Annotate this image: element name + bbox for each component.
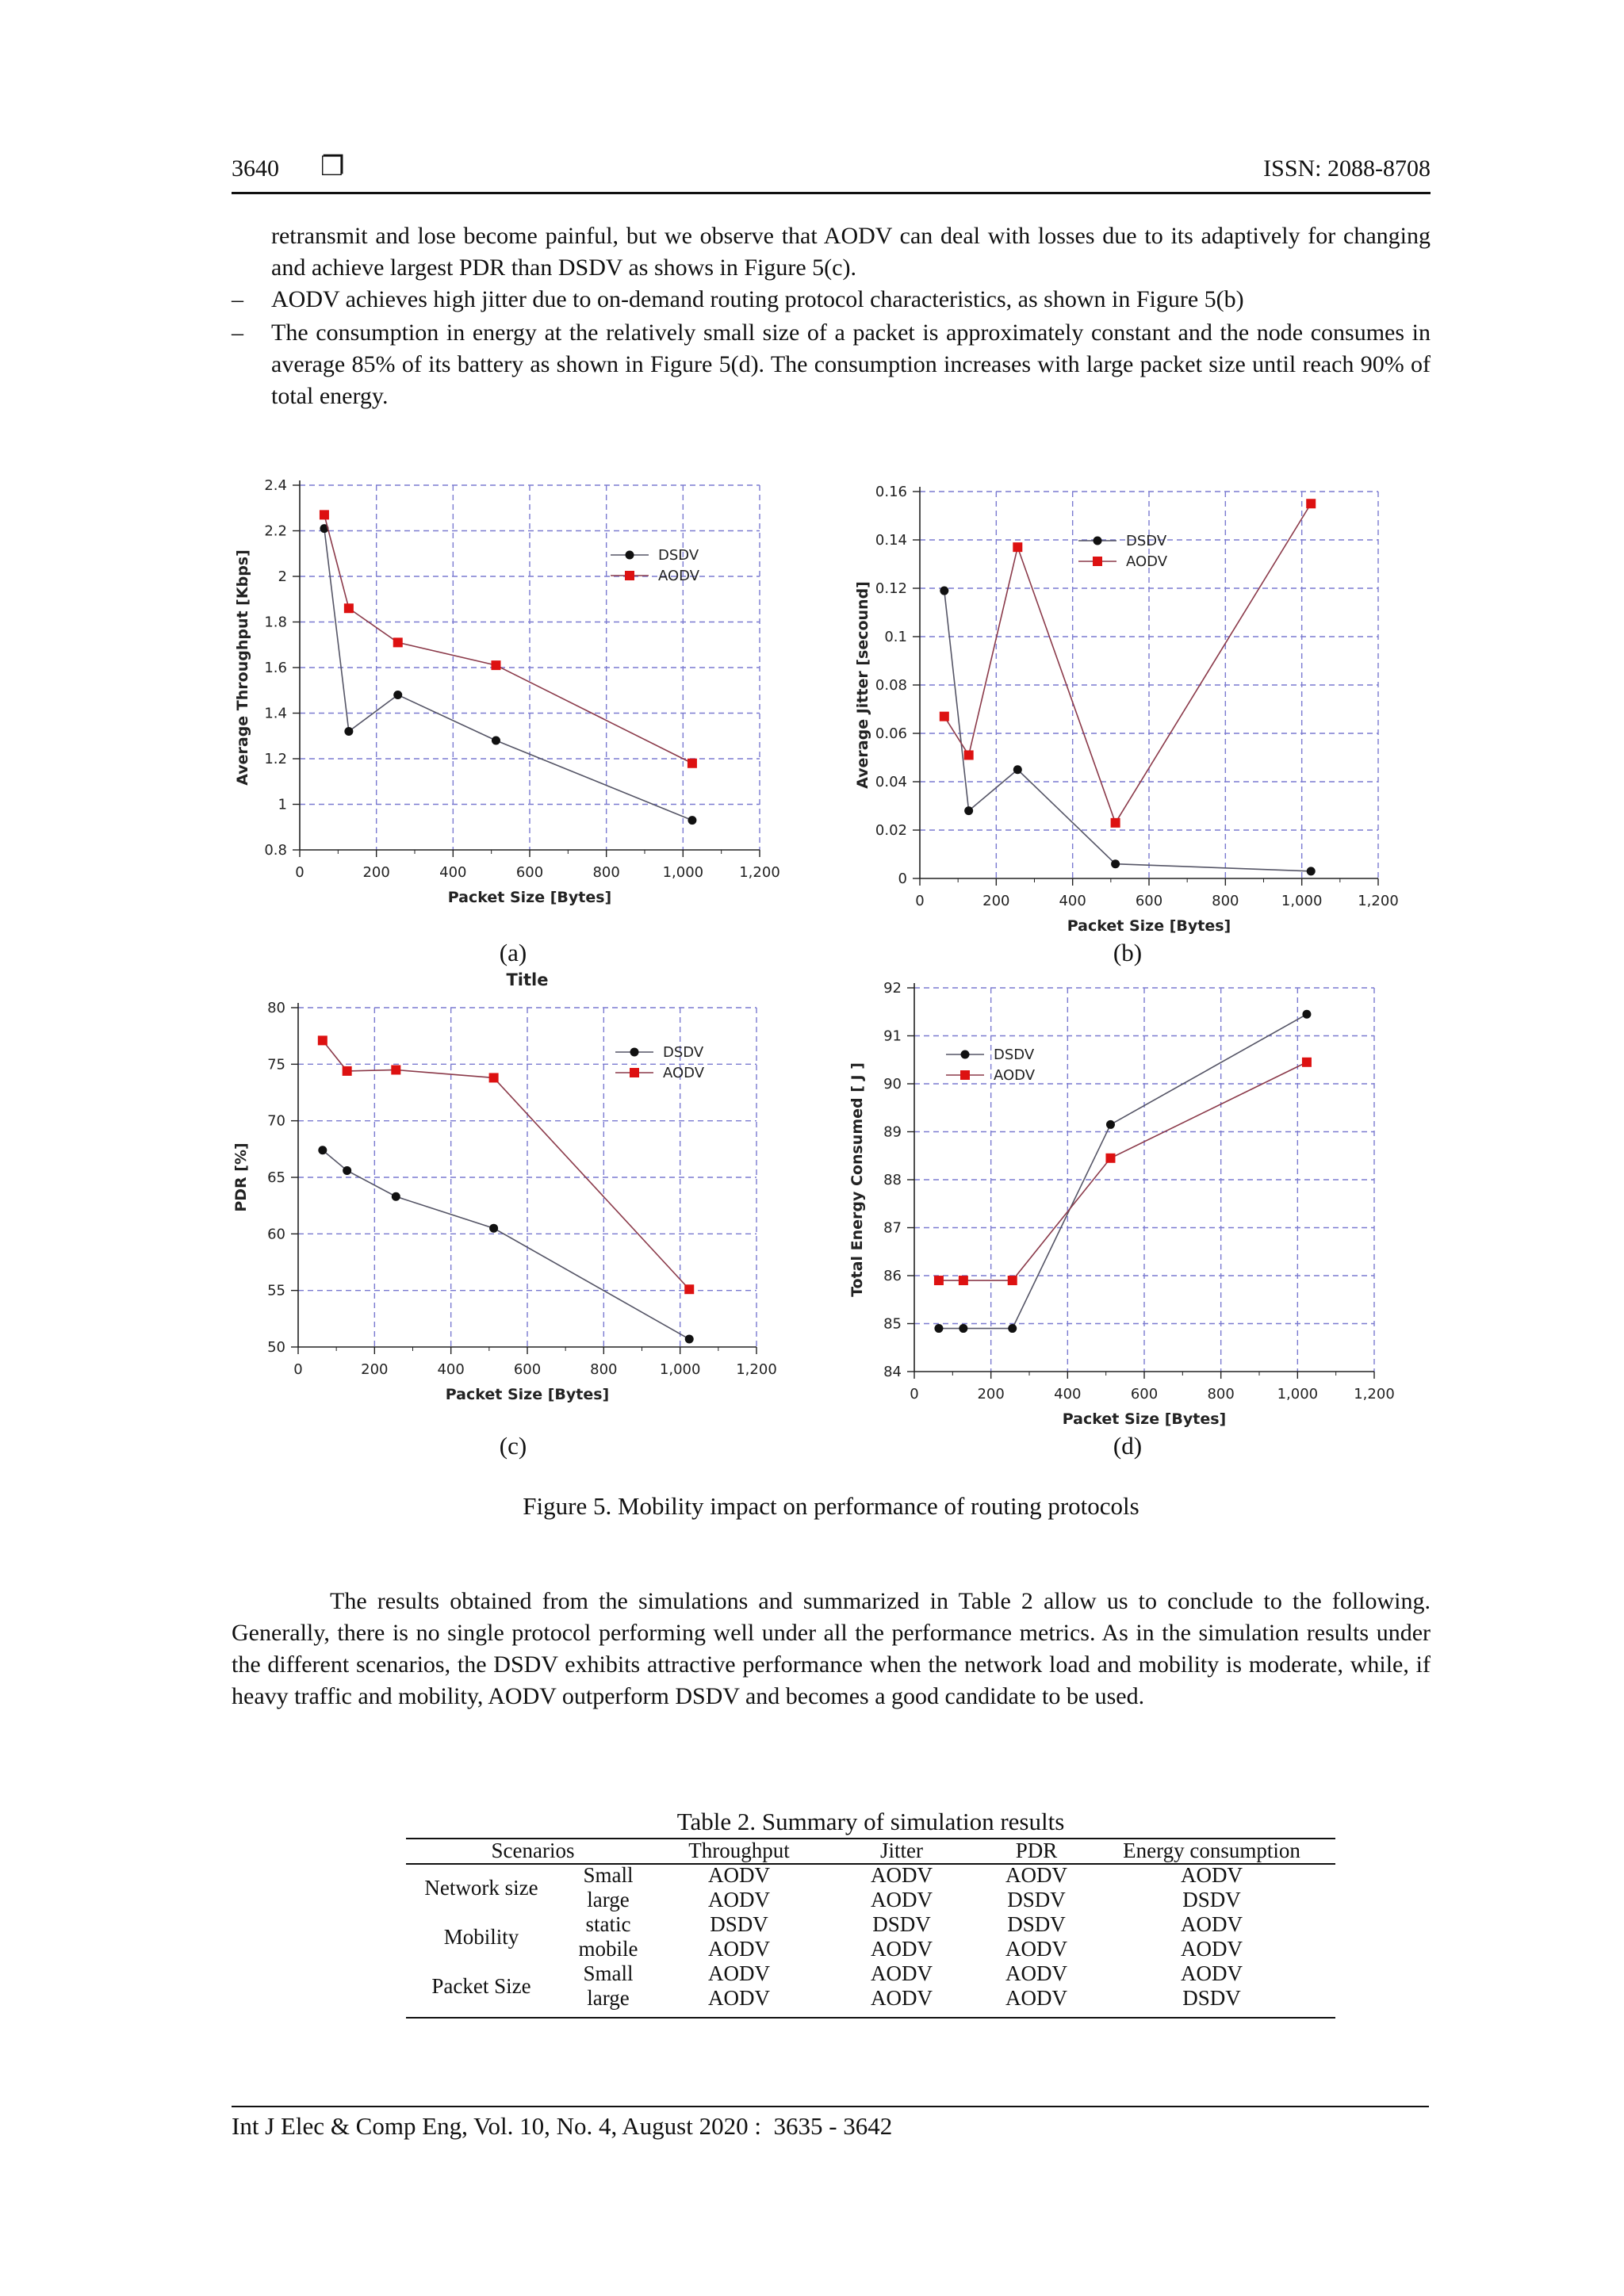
table-cell: large: [587, 1888, 630, 1911]
data-point-aodv: [934, 1276, 944, 1285]
y-tick-label: 75: [267, 1056, 285, 1073]
data-point-dsdv: [1307, 867, 1316, 875]
data-point-dsdv: [1111, 859, 1120, 868]
series-line-dsdv: [324, 529, 692, 821]
legend-label-dsdv: DSDV: [1126, 533, 1167, 549]
data-point-dsdv: [492, 737, 500, 745]
table-cell: AODV: [708, 1986, 770, 2010]
x-tick-label: 1,000: [659, 1361, 701, 1378]
x-tick-label: 200: [977, 1386, 1005, 1402]
header-rule: [232, 192, 1431, 194]
bullet-text: AODV achieves high jitter due to on-demand routing protocol characteristics, as shown in Figure 5(b): [271, 286, 1244, 312]
sublabel-a: (a): [499, 939, 527, 966]
y-tick-label: 60: [267, 1226, 285, 1243]
data-point-dsdv: [1106, 1120, 1115, 1129]
x-tick-label: 1,200: [1358, 893, 1399, 909]
table-caption: Table 2. Summary of simulation results: [676, 1808, 1065, 1835]
table-cell: AODV: [1181, 1912, 1243, 1936]
x-tick-label: 800: [590, 1361, 618, 1378]
table-group-cell: Network size: [424, 1875, 538, 1900]
legend-marker-dsdv: [961, 1050, 970, 1059]
x-axis-label: Packet Size [Bytes]: [1067, 917, 1231, 935]
table-cell: AODV: [1181, 1863, 1243, 1887]
x-tick-label: 1,200: [1354, 1386, 1395, 1402]
table-cell: static: [585, 1912, 631, 1936]
table-cell: Small: [583, 1961, 634, 1985]
x-axis-label: Packet Size [Bytes]: [445, 1386, 610, 1403]
x-tick-label: 600: [515, 864, 544, 881]
series-line-aodv: [939, 1062, 1307, 1280]
data-point-aodv: [344, 603, 354, 613]
data-point-dsdv: [1302, 1010, 1311, 1019]
y-tick-label: 1.8: [264, 614, 287, 631]
y-tick-label: 91: [883, 1027, 902, 1045]
y-tick-label: 0.06: [875, 725, 907, 742]
legend-label-aodv: AODV: [663, 1065, 705, 1081]
legend-label-dsdv: DSDV: [663, 1044, 704, 1061]
legend-marker-dsdv: [626, 551, 634, 560]
x-tick-label: 600: [1135, 893, 1163, 909]
y-tick-label: 1.6: [264, 660, 287, 676]
table-cell: AODV: [708, 1863, 770, 1887]
data-point-aodv: [1008, 1276, 1017, 1285]
y-tick-label: 0.14: [875, 532, 907, 549]
table-cell: AODV: [1005, 1937, 1067, 1961]
y-tick-label: 70: [267, 1112, 285, 1130]
x-tick-label: 200: [361, 1361, 389, 1378]
table-header-cell: Scenarios: [491, 1839, 575, 1862]
table-row: [406, 1912, 1335, 1937]
footer-rule: [232, 2106, 1429, 2107]
table-cell: DSDV: [1007, 1912, 1066, 1936]
y-tick-label: 85: [883, 1315, 902, 1333]
chart-title: Title: [506, 970, 549, 989]
chart-throughput: [234, 468, 793, 928]
footer-citation: Int J Elec & Comp Eng, Vol. 10, No. 4, August 2020 : 3635 - 3642: [232, 2112, 893, 2140]
x-tick-label: 1,000: [1277, 1386, 1319, 1402]
table-header-cell: Energy consumption: [1123, 1839, 1300, 1862]
data-point-aodv: [1105, 1154, 1115, 1163]
y-axis-label: Total Energy Consumed [ J ]: [848, 1062, 866, 1297]
y-tick-label: 89: [883, 1123, 902, 1141]
conclusion-paragraph: The results obtained from the simulations and summarized in Table 2 allow us to conclude to the following. Generally, there is no single protocol performing well under all the performance metrics. As in the simulation results under the different scenarios, the DSDV exhibits attractive performance when the network load and mobility is moderate, while, if heavy traffic and mobility, AODV outperform DSDV and becomes a good candidate to be used.: [232, 1588, 1431, 1709]
y-tick-label: 90: [883, 1076, 902, 1093]
x-tick-label: 400: [437, 1361, 465, 1378]
table-cell: Small: [583, 1863, 634, 1887]
sublabel-b: (b): [1113, 939, 1143, 966]
legend-marker-dsdv: [630, 1048, 639, 1057]
data-point-aodv: [343, 1066, 352, 1076]
data-point-dsdv: [688, 816, 696, 825]
legend-marker-aodv: [630, 1068, 639, 1077]
data-point-aodv: [959, 1276, 968, 1285]
table-cell: AODV: [1005, 1986, 1067, 2010]
legend-marker-aodv: [625, 571, 634, 580]
table-cell: AODV: [1005, 1863, 1067, 1887]
y-tick-label: 2.2: [264, 522, 287, 540]
page-number: 3640: [232, 155, 279, 182]
table-cell: DSDV: [1007, 1888, 1066, 1911]
table-cell: DSDV: [1182, 1888, 1241, 1911]
x-tick-label: 200: [982, 893, 1010, 909]
x-tick-label: 800: [1207, 1386, 1235, 1402]
intro-paragraph: retransmit and lose become painful, but we observe that AODV can deal with losses due to its adaptively for changing and achieve largest PDR than DSDV as shows in Figure 5(c).: [271, 223, 1431, 281]
x-tick-label: 600: [513, 1361, 542, 1378]
y-tick-label: 0.04: [875, 774, 907, 790]
data-point-dsdv: [392, 1192, 400, 1201]
x-tick-label: 400: [439, 864, 467, 881]
table-header-cell: Jitter: [880, 1839, 923, 1862]
square-symbol-icon: ❐: [320, 152, 345, 182]
y-tick-label: 55: [267, 1282, 285, 1299]
table-cell: AODV: [708, 1961, 770, 1985]
y-tick-label: 0.8: [264, 842, 287, 859]
data-point-aodv: [1111, 818, 1120, 828]
data-point-dsdv: [1008, 1324, 1017, 1333]
x-axis-label: Packet Size [Bytes]: [1062, 1410, 1227, 1428]
table-header-row: [406, 1839, 1335, 1863]
x-tick-label: 0: [915, 893, 925, 909]
x-tick-label: 0: [293, 1361, 303, 1378]
table-cell: AODV: [708, 1937, 770, 1961]
issn: ISSN: 2088-8708: [1263, 155, 1431, 182]
data-point-dsdv: [934, 1324, 943, 1333]
x-tick-label: 0: [295, 864, 304, 881]
legend-marker-dsdv: [1094, 537, 1102, 545]
y-axis-label: PDR [%]: [232, 1142, 250, 1212]
table-cell: AODV: [1005, 1961, 1067, 1985]
x-tick-label: 800: [1212, 893, 1239, 909]
y-tick-label: 0.02: [875, 822, 907, 839]
table-group-cell: Packet Size: [431, 1973, 531, 1998]
y-tick-label: 0: [898, 871, 907, 887]
legend-label-aodv: AODV: [1126, 553, 1168, 570]
y-tick-label: 2: [278, 568, 287, 585]
x-axis-label: Packet Size [Bytes]: [447, 889, 612, 906]
y-axis-label: Average Jitter [secound]: [854, 581, 871, 789]
bullet-item: [232, 284, 1431, 316]
data-point-aodv: [318, 1035, 327, 1045]
table-cell: DSDV: [710, 1912, 768, 1936]
y-tick-label: 87: [883, 1219, 902, 1237]
y-tick-label: 65: [267, 1169, 285, 1186]
data-point-aodv: [940, 712, 949, 721]
table-cell: AODV: [871, 1888, 933, 1911]
data-point-aodv: [393, 637, 403, 647]
x-tick-label: 400: [1054, 1386, 1082, 1402]
y-tick-label: 1.4: [264, 705, 287, 722]
table-header-cell: PDR: [1015, 1839, 1058, 1862]
y-tick-label: 1: [278, 796, 287, 813]
x-tick-label: 400: [1059, 893, 1086, 909]
x-tick-label: 1,200: [736, 1361, 777, 1378]
legend-marker-aodv: [960, 1070, 970, 1080]
table-cell: DSDV: [1182, 1986, 1241, 2010]
figure-caption: Figure 5. Mobility impact on performance of routing protocols: [523, 1492, 1139, 1520]
series-line-aodv: [323, 1040, 689, 1289]
table-group-cell: Mobility: [443, 1924, 519, 1949]
table-bottom-rule: [406, 2017, 1335, 2019]
x-tick-label: 1,000: [662, 864, 704, 881]
table-cell: AODV: [871, 1986, 933, 2010]
table-cell: AODV: [708, 1888, 770, 1911]
data-point-aodv: [491, 660, 500, 670]
legend-label-aodv: AODV: [994, 1067, 1036, 1084]
y-tick-label: 80: [267, 1000, 285, 1016]
x-tick-label: 0: [910, 1386, 919, 1402]
y-tick-label: 50: [267, 1339, 285, 1356]
table-cell: large: [587, 1986, 630, 2010]
data-point-aodv: [1302, 1058, 1312, 1067]
y-tick-label: 0.1: [884, 629, 907, 645]
data-point-aodv: [1013, 542, 1022, 552]
data-point-dsdv: [489, 1224, 498, 1233]
table-cell: AODV: [871, 1937, 933, 1961]
data-point-dsdv: [318, 1146, 327, 1154]
sublabel-d: (d): [1113, 1432, 1143, 1460]
results-table: [406, 1839, 1335, 2011]
table-header-cell: Throughput: [688, 1839, 790, 1862]
y-tick-label: 88: [883, 1172, 902, 1188]
data-point-aodv: [1306, 499, 1316, 508]
y-tick-label: 2.4: [264, 477, 287, 494]
data-point-dsdv: [344, 727, 353, 736]
chart-pdr: [232, 963, 793, 1419]
y-tick-label: 0.08: [875, 677, 907, 694]
y-axis-label: Average Throughput [Kbps]: [234, 549, 251, 786]
legend-label-dsdv: DSDV: [658, 547, 699, 564]
chart-jitter: [848, 476, 1419, 951]
y-tick-label: 0.16: [875, 484, 907, 500]
data-point-aodv: [489, 1073, 499, 1082]
table-cell: AODV: [871, 1961, 933, 1985]
table-cell: AODV: [871, 1863, 933, 1887]
y-tick-label: 0.12: [875, 580, 907, 597]
data-point-dsdv: [959, 1324, 967, 1333]
data-point-aodv: [684, 1284, 694, 1294]
table-row: [406, 1863, 1335, 1888]
x-tick-label: 200: [362, 864, 390, 881]
data-point-dsdv: [343, 1166, 351, 1175]
data-point-aodv: [320, 510, 329, 519]
series-line-aodv: [944, 503, 1311, 823]
y-tick-label: 1.2: [264, 751, 287, 767]
bullet-dash: –: [232, 286, 243, 312]
bullet-dash: –: [232, 320, 243, 346]
x-tick-label: 800: [592, 864, 620, 881]
x-tick-label: 600: [1130, 1386, 1159, 1402]
series-line-aodv: [324, 515, 692, 763]
table-cell: DSDV: [872, 1912, 931, 1936]
data-point-dsdv: [940, 587, 948, 595]
data-point-aodv: [688, 759, 697, 768]
data-point-dsdv: [393, 691, 402, 699]
table-cell: mobile: [578, 1937, 638, 1961]
x-tick-label: 1,000: [1281, 893, 1323, 909]
series-line-dsdv: [944, 591, 1311, 871]
series-line-dsdv: [323, 1150, 689, 1339]
y-tick-label: 84: [883, 1364, 902, 1380]
legend-marker-aodv: [1093, 557, 1102, 566]
bullet-text: The consumption in energy at the relatively small size of a packet is approximately constant and the node consumes in average 85% of its battery as shown in Figure 5(d). The consumption increases with large packet size until reach 90% of total energy.: [271, 320, 1431, 409]
data-point-dsdv: [685, 1335, 694, 1344]
y-tick-label: 92: [883, 980, 902, 997]
chart-energy: [848, 967, 1423, 1435]
data-point-aodv: [391, 1065, 400, 1074]
y-tick-label: 86: [883, 1268, 902, 1284]
data-point-dsdv: [1013, 765, 1022, 774]
data-point-aodv: [964, 750, 974, 760]
bullet-item: [232, 317, 1431, 412]
x-tick-label: 1,200: [739, 864, 780, 881]
data-point-dsdv: [964, 806, 973, 815]
table-cell: AODV: [1181, 1937, 1243, 1961]
table-cell: AODV: [1181, 1961, 1243, 1985]
legend-label-dsdv: DSDV: [994, 1047, 1035, 1063]
table-row: [406, 1961, 1335, 1986]
sublabel-c: (c): [499, 1432, 527, 1460]
legend-label-aodv: AODV: [658, 568, 700, 584]
